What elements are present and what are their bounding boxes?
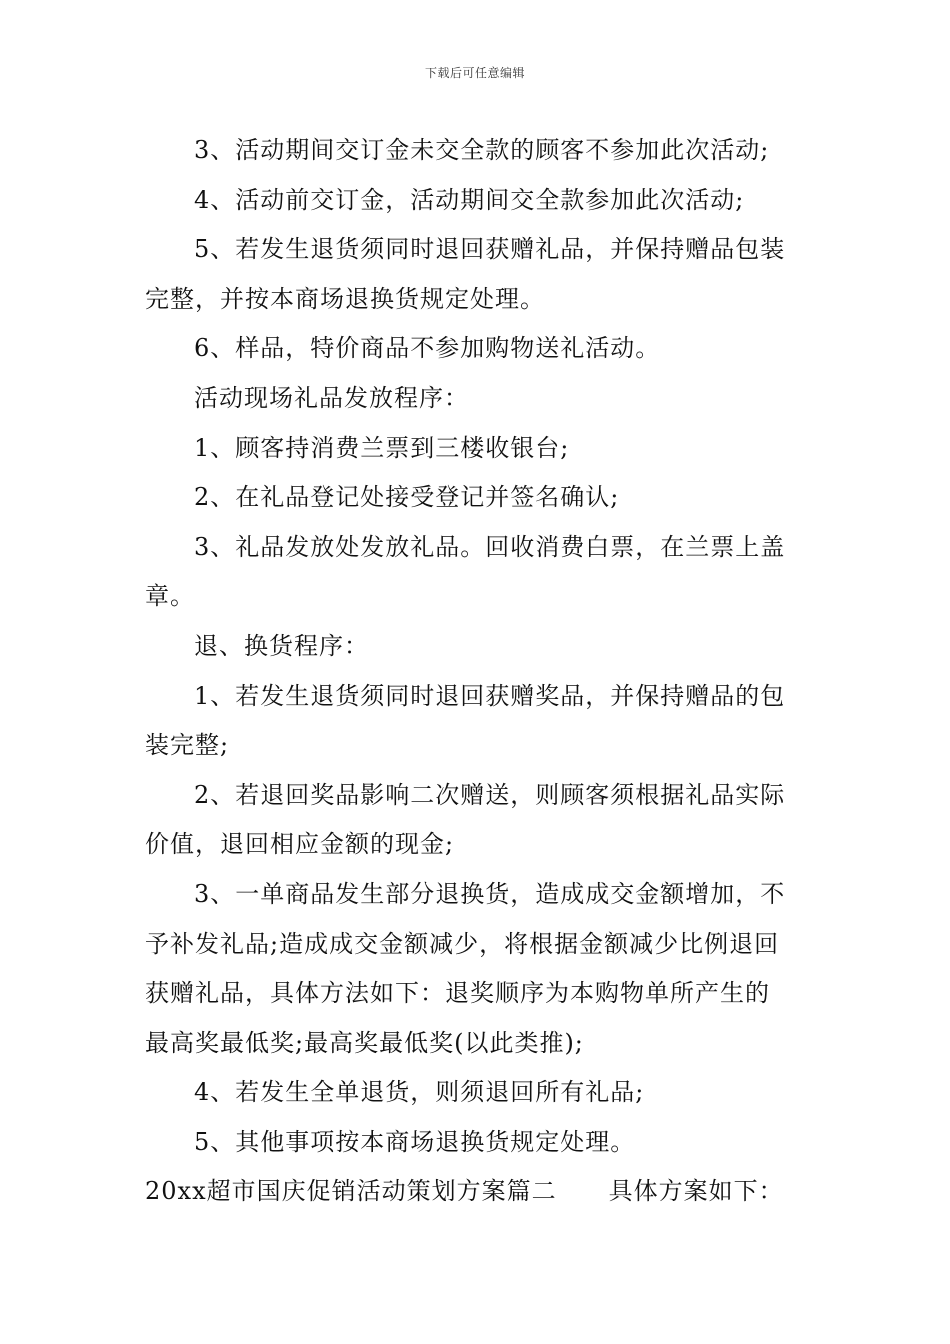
paragraph-lines [145, 126, 810, 1167]
text-line: 予补发礼品;造成成交金额减少，将根据金额减少比例退回 [145, 929, 780, 958]
text-line: 3、活动期间交订金未交全款的顾客不参加此次活动; [194, 136, 770, 164]
text-line: 获赠礼品，具体方法如下：退奖顺序为本购物单所产生的 [145, 979, 770, 1008]
text-line: 4、若发生全单退货，则须退回所有礼品; [194, 1078, 645, 1107]
text-line: 2、在礼品登记处接受登记并签名确认; [194, 483, 620, 512]
text-line: 价值，退回相应金额的现金; [145, 830, 455, 859]
text-line: 3、一单商品发生部分退换货，造成成交金额增加，不 [194, 879, 786, 908]
text-line: 3、礼品发放处发放礼品。回收消费白票，在兰票上盖 [194, 532, 786, 561]
document-body [145, 126, 810, 1217]
text-line: 4、活动前交订金，活动期间交全款参加此次活动; [194, 185, 745, 214]
section-title: 20xx超市国庆促销活动策划方案篇二 [145, 1177, 557, 1206]
text-line: 1、若发生退货须同时退回获赠奖品，并保持赠品的包 [194, 681, 786, 710]
section-title-line [145, 1167, 810, 1217]
text-line: 完整，并按本商场退换货规定处理。 [145, 284, 545, 313]
text-line: 退、换货程序： [194, 631, 369, 660]
section-subtitle: 具体方案如下： [608, 1177, 784, 1206]
text-line: 1、顾客持消费兰票到三楼收银台; [194, 433, 570, 462]
text-line: 最高奖最低奖;最高奖最低奖(以此类推); [145, 1028, 584, 1057]
text-line: 装完整; [145, 731, 230, 760]
text-line: 2、若退回奖品影响二次赠送，则顾客须根据礼品实际 [194, 780, 786, 809]
text-line: 5、其他事项按本商场退换货规定处理。 [194, 1127, 636, 1156]
page-header-note: 下载后可任意编辑 [424, 66, 525, 80]
text-line: 章。 [145, 582, 195, 611]
text-line: 5、若发生退货须同时退回获赠礼品，并保持赠品包装 [194, 235, 786, 264]
text-line: 活动现场礼品发放程序： [194, 383, 469, 412]
text-line: 6、样品，特价商品不参加购物送礼活动。 [194, 334, 661, 363]
